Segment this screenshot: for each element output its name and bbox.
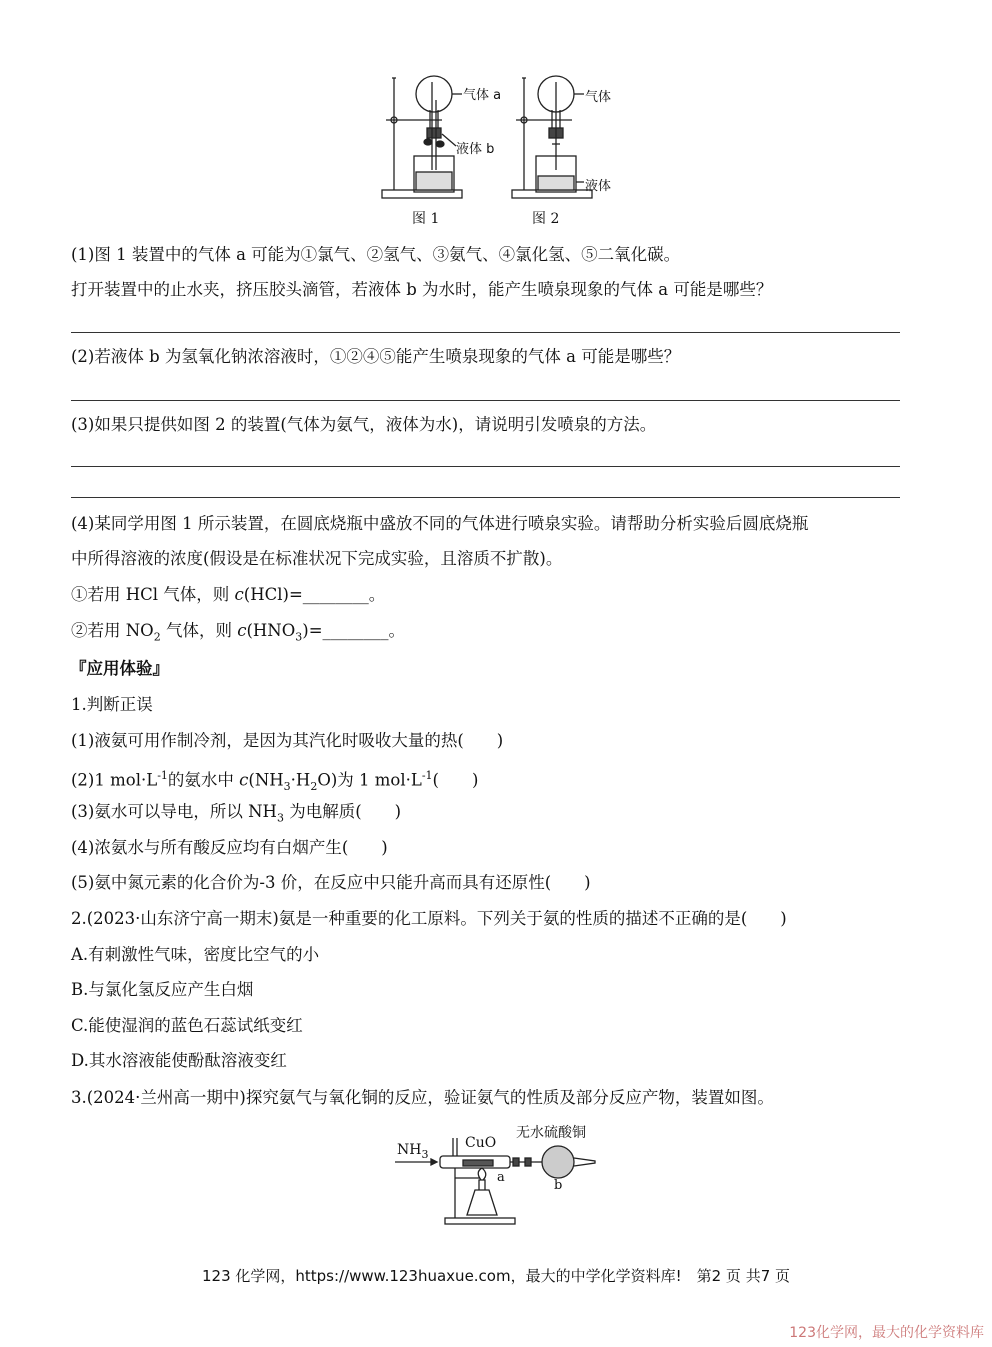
j2-pre: (2)1 mol·L bbox=[71, 770, 158, 790]
j2-end: ( ) bbox=[432, 770, 479, 790]
judge-title: 1.判断正误 bbox=[71, 695, 153, 714]
label-gas: 气体 bbox=[585, 90, 612, 105]
judge-item-1: (1)液氨可用作制冷剂，是因为其汽化时吸收大量的热( ) bbox=[71, 731, 504, 750]
q2-option-d: D.其水溶液能使酚酞溶液变红 bbox=[71, 1051, 287, 1070]
q4-a bbox=[71, 583, 385, 607]
j2-sup2: -1 bbox=[421, 769, 433, 782]
q2-stem: 2.(2023·山东济宁高一期末)氨是一种重要的化工原料。下列关于氨的性质的描述不正确的是( ) bbox=[71, 909, 787, 928]
q4-a-pre: ①若用 HCl 气体，则 bbox=[71, 585, 235, 604]
q4-b-post: )=________。 bbox=[302, 621, 406, 640]
j2-sup1: -1 bbox=[157, 769, 168, 782]
label-a: a bbox=[497, 1170, 505, 1185]
q4-b-pre: ②若用 NO bbox=[71, 621, 154, 640]
j2-h2o: ·H bbox=[290, 770, 311, 790]
watermark: 123化学网，最大的化学资料库 bbox=[789, 1325, 984, 1341]
q4-b bbox=[71, 619, 405, 649]
label-liquid-b: 液体 b bbox=[456, 142, 495, 157]
j3-pre: (3)氨水可以导电，所以 NH bbox=[71, 802, 277, 821]
label-nh3-text: NH bbox=[397, 1142, 422, 1158]
q4-b-hno: (HNO bbox=[246, 621, 296, 640]
page-footer: 123 化学网，https://www.123huaxue.com，最大的中学化学资料库! 第2 页 共7 页 bbox=[201, 1267, 791, 1285]
j3-sub: 3 bbox=[276, 811, 284, 825]
label-anhydrous-cuso4: 无水硫酸铜 bbox=[516, 1125, 586, 1141]
label-nh3 bbox=[397, 1142, 428, 1161]
q3-stem: 3.(2024·兰州高一期中)探究氨气与氧化铜的反应，验证氨气的性质及部分反应产物，装置如图。 bbox=[71, 1088, 774, 1107]
judge-item-2 bbox=[71, 764, 478, 799]
judge-item-3 bbox=[71, 800, 401, 830]
q2-option-a: A.有刺激性气味，密度比空气的小 bbox=[71, 945, 320, 964]
q4-b-c: c bbox=[237, 621, 247, 640]
j2-sub2: 2 bbox=[310, 779, 318, 793]
q1-line2: 打开装置中的止水夹，挤压胶头滴管，若液体 b 为水时，能产生喷泉现象的气体 a 可能是哪些？ bbox=[71, 280, 773, 299]
j2-o: O)为 1 mol·L bbox=[317, 770, 422, 790]
q4-b-sub: 2 bbox=[153, 630, 161, 644]
q4-a-c: c bbox=[234, 585, 244, 604]
caption-figure-1: 图 1 bbox=[412, 211, 440, 227]
q2-option-b: B.与氯化氢反应产生白烟 bbox=[71, 980, 254, 999]
answer-line bbox=[71, 497, 900, 498]
q2-line: (2)若液体 b 为氢氧化钠浓溶液时，①②④⑤能产生喷泉现象的气体 a 可能是哪些？ bbox=[71, 347, 681, 366]
label-cuo: CuO bbox=[465, 1135, 497, 1151]
ammonia-cuo-apparatus bbox=[395, 1120, 635, 1230]
answer-line bbox=[71, 400, 900, 401]
j3-post: 为电解质( ) bbox=[283, 802, 402, 821]
label-b: b bbox=[554, 1178, 563, 1193]
section-title: 『应用体验』 bbox=[70, 659, 169, 678]
label-gas-a: 气体 a bbox=[463, 88, 502, 103]
judge-item-5: (5)氨中氮元素的化合价为-3 价，在反应中只能升高而具有还原性( ) bbox=[71, 873, 591, 892]
q4-line1: (4)某同学用图 1 所示装置，在圆底烧瓶中盛放不同的气体进行喷泉实验。请帮助分析实验后圆底烧瓶 bbox=[71, 514, 809, 533]
q4-a-post: (HCl)=________。 bbox=[243, 585, 386, 604]
judge-item-4: (4)浓氨水与所有酸反应均有白烟产生( ) bbox=[71, 838, 388, 857]
j2-nh: (NH bbox=[248, 770, 284, 790]
q4-b-mid: 气体，则 bbox=[160, 621, 238, 640]
j2-mid: 的氨水中 bbox=[167, 770, 240, 790]
caption-figure-2: 图 2 bbox=[532, 211, 560, 227]
q1-line1: (1)图 1 装置中的气体 a 可能为①氯气、②氢气、③氨气、④氯化氢、⑤二氧化碳。 bbox=[71, 245, 681, 264]
q4-line2: 中所得溶液的浓度(假设是在标准状况下完成实验，且溶质不扩散)。 bbox=[71, 549, 563, 568]
q4-b-sub2: 3 bbox=[295, 630, 303, 644]
q2-option-c: C.能使湿润的蓝色石蕊试纸变红 bbox=[71, 1016, 303, 1035]
answer-line bbox=[71, 332, 900, 333]
q3-line: (3)如果只提供如图 2 的装置(气体为氨气，液体为水)，请说明引发喷泉的方法。 bbox=[71, 415, 657, 434]
j2-sub: 3 bbox=[283, 779, 291, 793]
label-liquid: 液体 bbox=[585, 179, 612, 194]
answer-line bbox=[71, 466, 900, 467]
j2-c: c bbox=[239, 770, 249, 790]
label-nh3-sub: 3 bbox=[421, 1147, 429, 1161]
